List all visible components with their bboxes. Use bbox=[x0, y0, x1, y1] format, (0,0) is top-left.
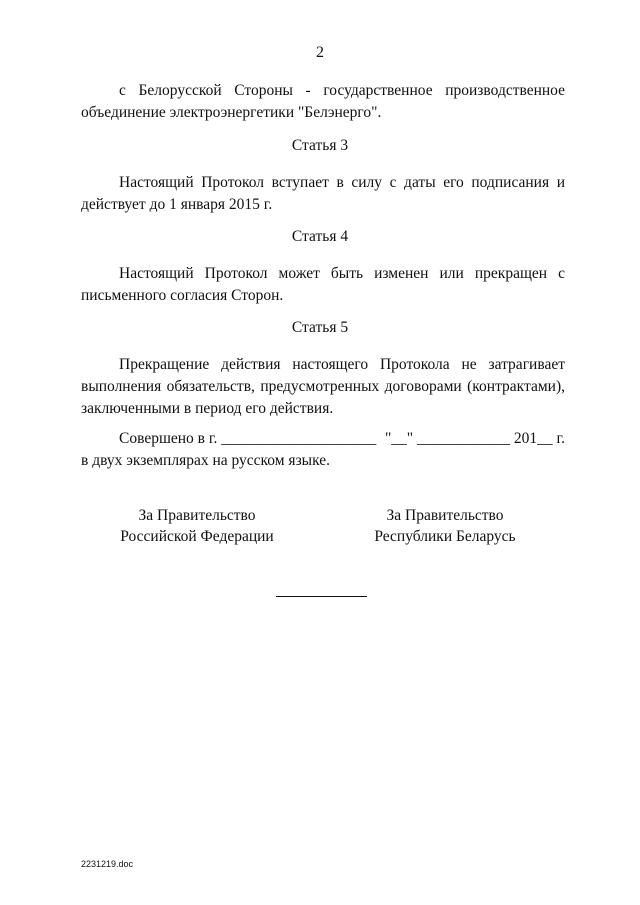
signature-belarus bbox=[345, 505, 545, 547]
signature-russia bbox=[97, 505, 297, 547]
article-3-title: Статья 3 bbox=[291, 137, 349, 154]
signature-belarus-line-2: Республики Беларусь bbox=[374, 528, 516, 545]
signature-russia-line-1: За Правительство bbox=[138, 507, 256, 524]
done-copies-line: в двух экземплярах на русском языке. bbox=[81, 452, 330, 469]
article-4-title: Статья 4 bbox=[291, 228, 349, 245]
done-place: Совершено в г. ____________________ bbox=[119, 430, 377, 447]
done-place-date-line bbox=[119, 428, 565, 450]
article-3-text: Настоящий Протокол вступает в силу с даты его подписания и действует до 1 января 2015 г. bbox=[81, 174, 565, 213]
article-5-title: Статья 5 bbox=[291, 319, 349, 336]
signature-belarus-line-1: За Правительство bbox=[386, 507, 504, 524]
article-5-text: Прекращение действия настоящего Протокола не затрагивает выполнения обязательств, предусмотренных договорами (контрактами), заключенными в период его действия. bbox=[81, 356, 565, 417]
paragraph-belarus-side: с Белорусской Стороны - государственное производственное объединение электроэнергетики "Белэнерго". bbox=[81, 82, 565, 121]
closing-separator-line bbox=[276, 596, 367, 597]
document-code: 2231219.doc bbox=[81, 859, 134, 869]
article-4-text: Настоящий Протокол может быть изменен или прекращен с письменного согласия Сторон. bbox=[81, 265, 565, 304]
page-number: 2 bbox=[316, 44, 324, 61]
signature-russia-line-2: Российской Федерации bbox=[120, 528, 274, 545]
done-date: "__" ____________ 201__ г. bbox=[384, 430, 565, 447]
